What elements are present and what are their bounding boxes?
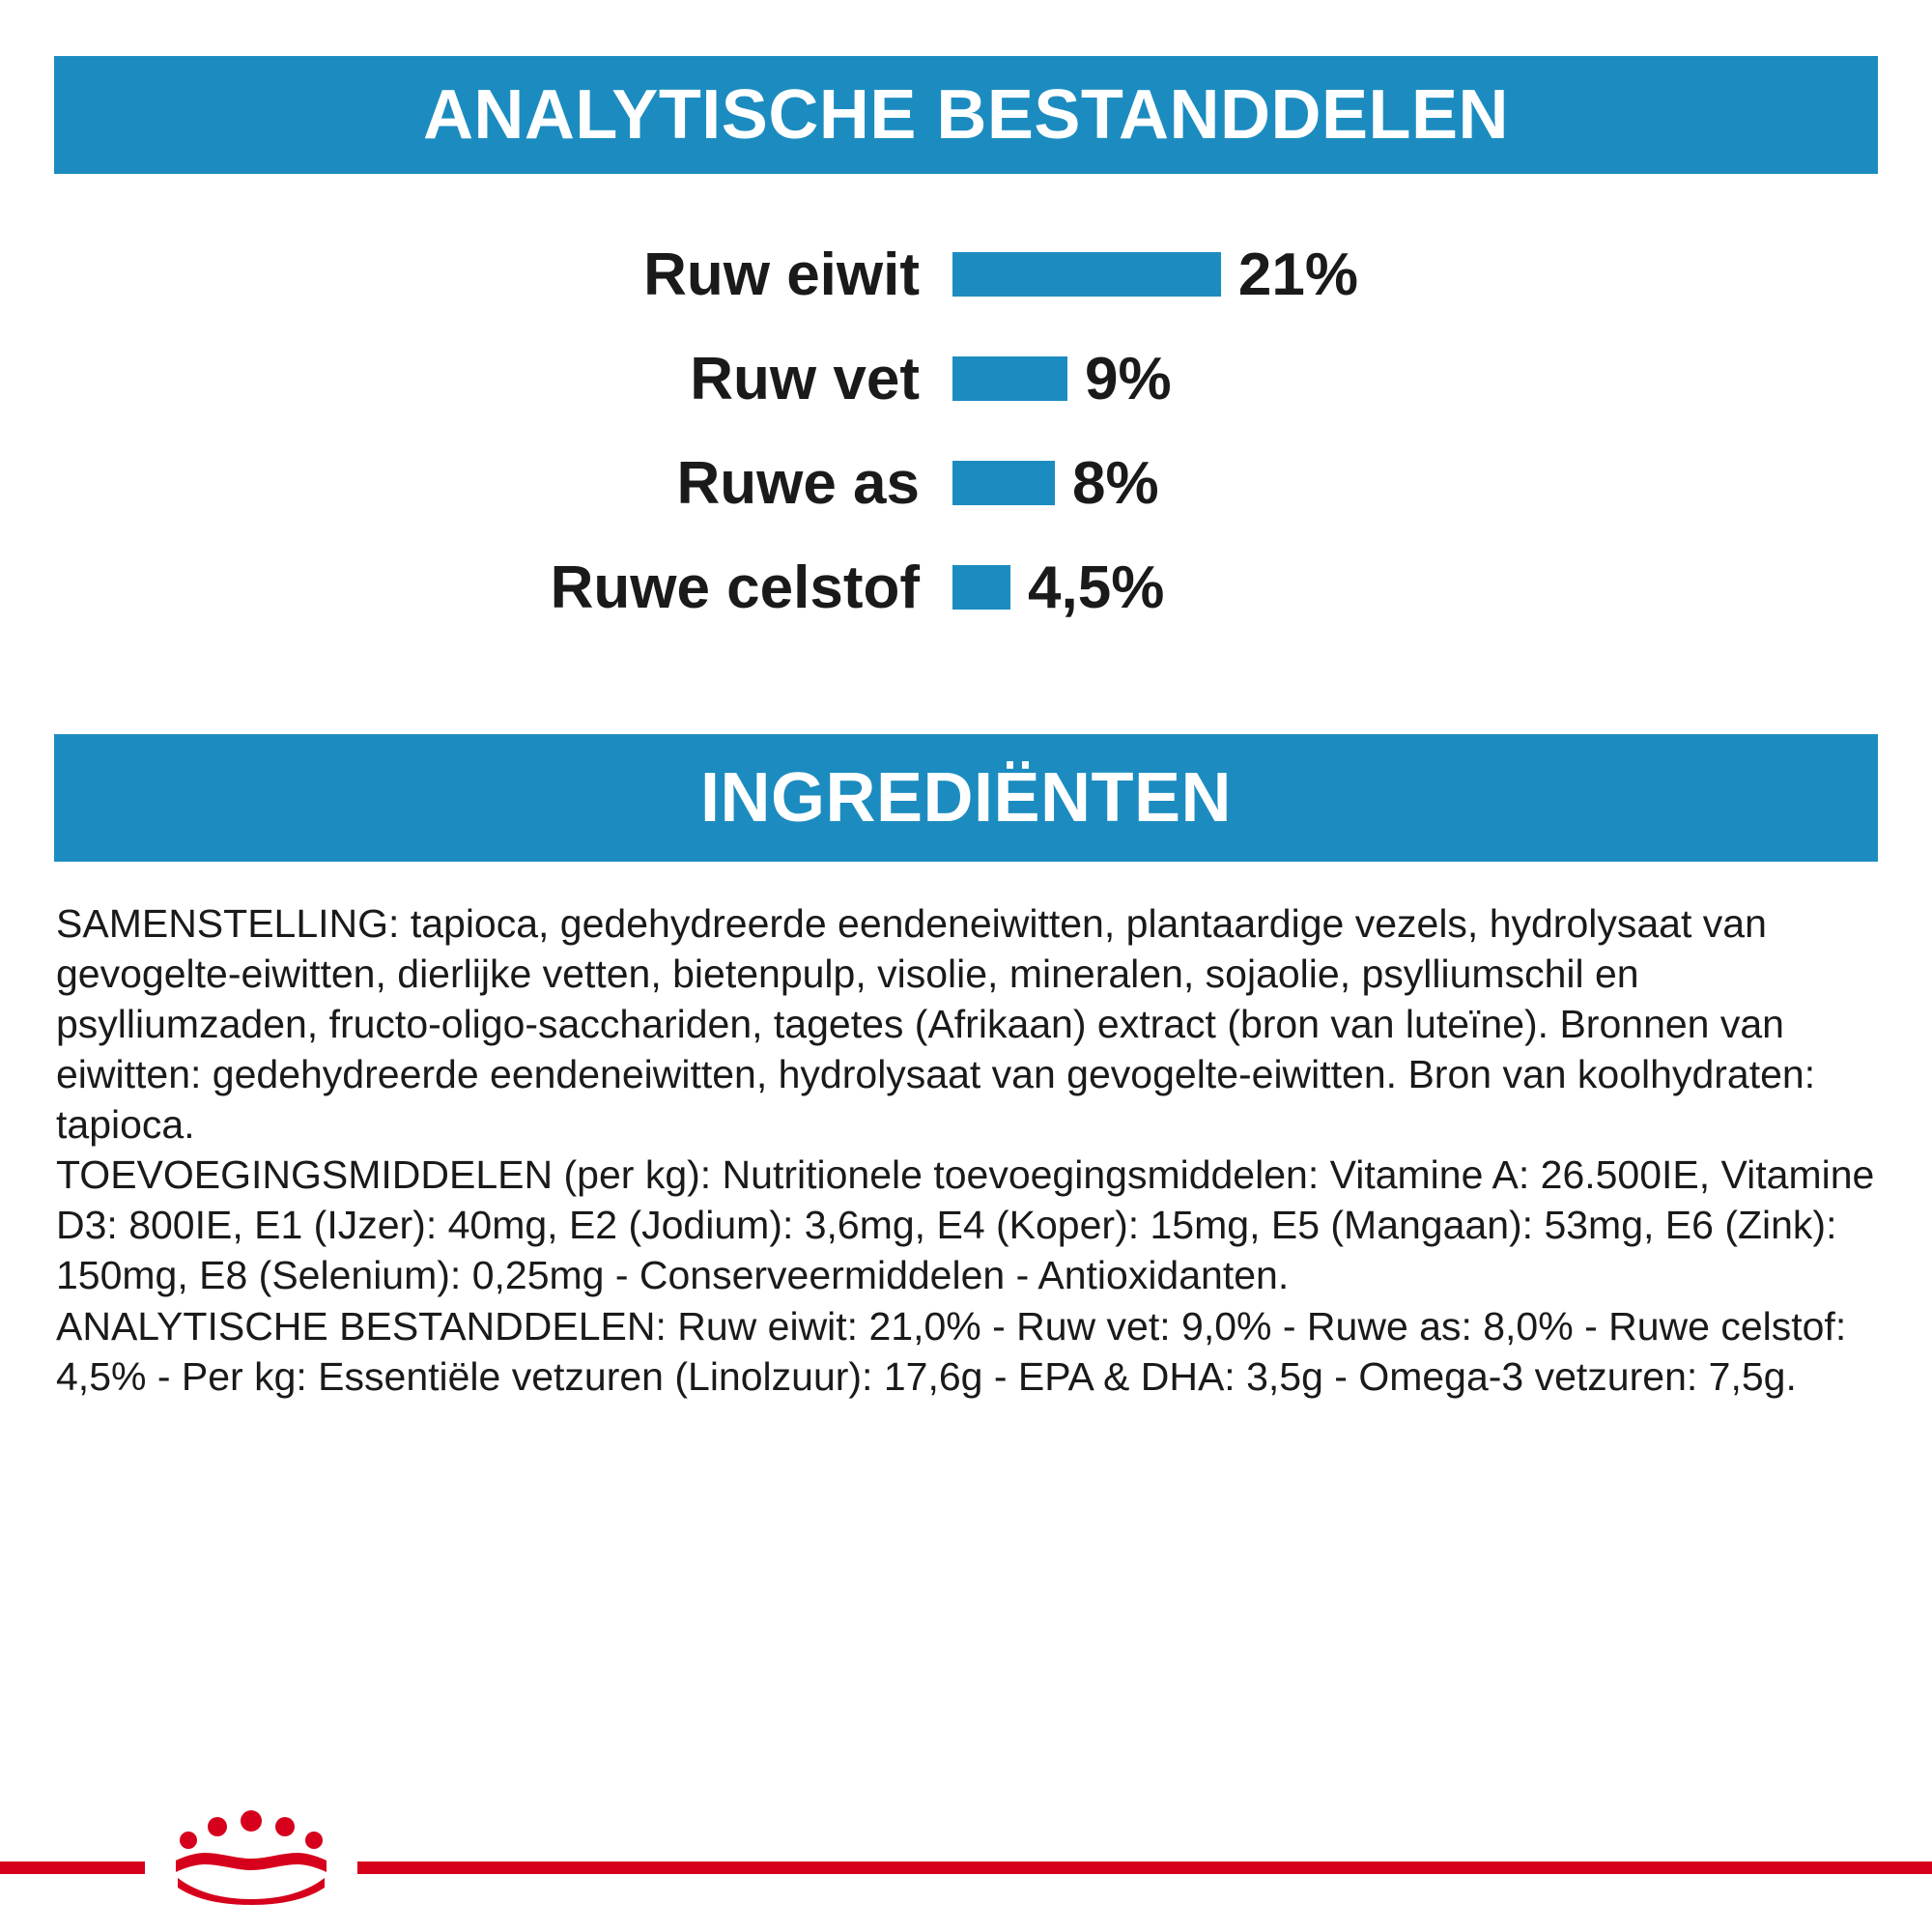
analytical-bar [952,565,1010,610]
analytical-chart [54,222,1878,639]
analytical-bar-wrap [952,241,1358,309]
analytical-row [54,431,1878,535]
analytical-row-label: Ruwe celstof [550,554,920,621]
analytical-bar [952,252,1221,297]
analytical-section-header: ANALYTISCHE BESTANDDELEN [54,56,1878,174]
ingredients-body [56,898,1882,1402]
additives-paragraph: TOEVOEGINGSMIDDELEN (per kg): Nutritionele toevoegingsmiddelen: Vitamine A: 26.500IE, Vitamine D3: 800IE, E1 (IJzer): 40mg, E2 (Jodium): 3,6mg, E4 (Koper): 15mg, E5 (Mangaan): 53mg, E6 (Zink): 150mg, E8 (Selenium): 0,25mg - Conserveermiddelen - Antioxidanten. [56,1152,1875,1298]
composition-paragraph: SAMENSTELLING: tapioca, gedehydreerde eendeneiwitten, plantaardige vezels, hydrolysaat van gevogelte-eiwitten, dierlijke vetten, bietenpulp, visolie, mineralen, sojaolie, psylliumschil en psylliumzaden, fructo-oligo-sacchariden, tagetes (Afrikaan) extract (bron van luteïne). Bronnen van eiwitten: gedehydreerde eendeneiwitten, hydrolysaat van gevogelte-eiwitten. Bron van koolhydraten: tapioca. [56,901,1816,1148]
analytical-bar-wrap [952,449,1358,518]
footer-rule-left [0,1861,145,1874]
footer-rule-right [357,1861,1932,1874]
analytical-row [54,222,1878,327]
footer [0,1787,1932,1932]
analytical-row-value: 21% [1237,241,1358,308]
ingredients-section-header: INGREDIËNTEN [54,734,1878,862]
analytical-bar-wrap [952,554,1358,622]
analytical-bar [952,356,1067,401]
analytical-row-label: Ruw vet [690,345,920,412]
analytical-row-label: Ruw eiwit [643,241,920,308]
analytical-constituents-paragraph: ANALYTISCHE BESTANDDELEN: Ruw eiwit: 21,0% - Ruw vet: 9,0% - Ruwe as: 8,0% - Ruwe celstof: 4,5% - Per kg: Essentiële vetzuren (Linolzuur): 17,6g - EPA & DHA: 3,5g - Omega-3 vetzuren: 7,5g. [56,1303,1847,1399]
analytical-row-value: 8% [1072,449,1159,517]
analytical-row [54,327,1878,431]
analytical-row-label: Ruwe as [676,449,920,517]
analytical-row [54,535,1878,639]
analytical-bar [952,461,1055,505]
royal-canin-crown-logo-icon [166,1810,336,1905]
analytical-bar-wrap [952,345,1358,413]
analytical-row-value: 9% [1085,345,1172,412]
analytical-row-value: 4,5% [1028,554,1165,621]
